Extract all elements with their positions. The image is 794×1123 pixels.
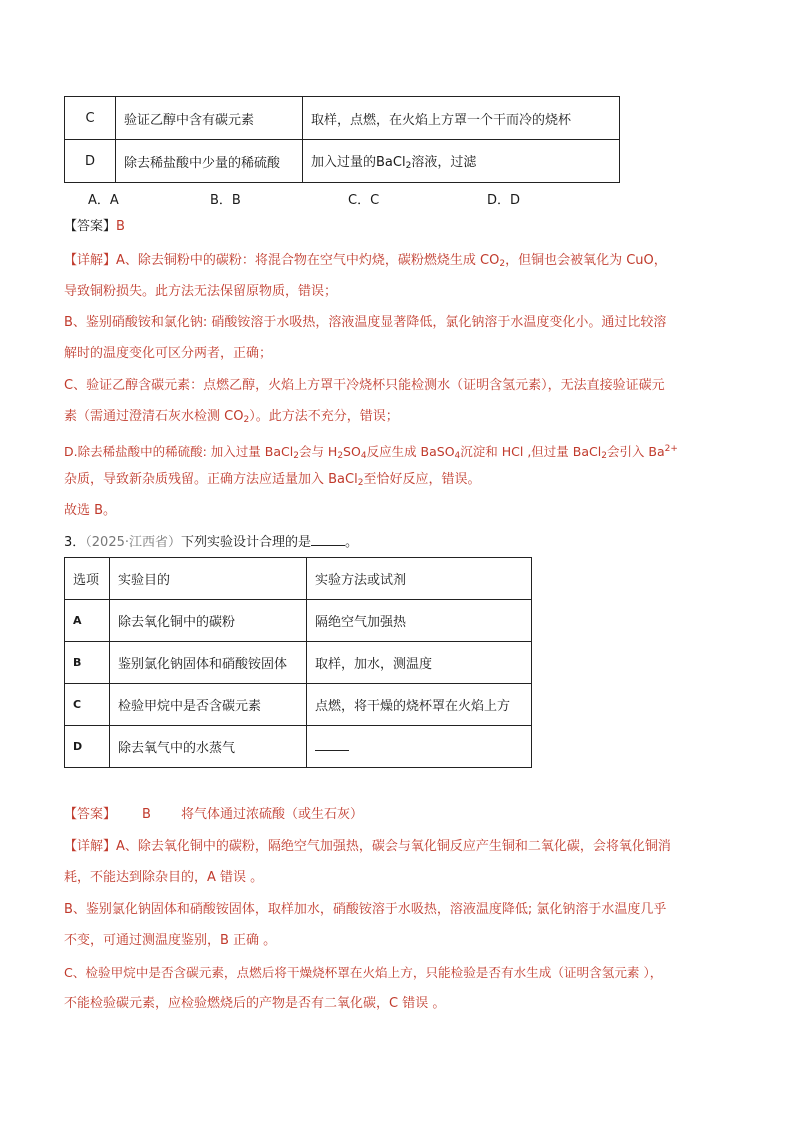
detail-line: 杂质，导致新杂质残留。正确方法应适量加入 BaCl$_2$至恰好反应，错误。 bbox=[64, 472, 481, 488]
detail-line: 解时的温度变化可区分两者，正确； bbox=[64, 346, 273, 361]
detail-line: B、鉴别氯化钠固体和硝酸铵固体，取样加水，硝酸铵溶于水吸热，溶液温度降低; 氯化钠溶于水温度几乎 bbox=[64, 902, 667, 917]
choice-d: D．D bbox=[487, 193, 521, 208]
header-cell: 实验方法或试剂 bbox=[307, 558, 532, 600]
detail-line: C、检验甲烷中是否含碳元素，点燃后将干燥烧杯罩在火焰上方，只能检验是否有水生成（证明含氢元素 ）， bbox=[64, 965, 663, 980]
answer-line: 【答案】B bbox=[64, 219, 125, 234]
purpose-cell: 检验甲烷中是否含碳元素 bbox=[110, 684, 307, 726]
detail-line: 故选 B。 bbox=[64, 503, 117, 518]
answer-blank bbox=[311, 533, 345, 546]
detail-line: 耗，不能达到除杂目的，A 错误 。 bbox=[64, 870, 264, 885]
purpose-cell: 鉴别氯化钠固体和硝酸铵固体 bbox=[110, 642, 307, 684]
purpose-cell: 除去氧气中的水蒸气 bbox=[110, 726, 307, 768]
detail-line: C、验证乙醇含碳元素：点燃乙醇，火焰上方罩干冷烧杯只能检测水（证明含氢元素），无法直接验证碳元 bbox=[64, 378, 665, 393]
detail-line: D.除去稀盐酸中的稀硫酸: 加入过量 BaCl$_2$会与 $H_2SO_4$反应生成 BaSO$_4$沉淀和 HCl ,但过量 BaCl$_2$会引入 $Ba^{2+}$ bbox=[64, 444, 678, 462]
method-cell: 点燃，将干燥的烧杯罩在火焰上方 bbox=[307, 684, 532, 726]
method-cell: 取样，加水，测温度 bbox=[307, 642, 532, 684]
table-row bbox=[65, 684, 532, 726]
choice-c: C．C bbox=[348, 193, 380, 208]
method-cell: 隔绝空气加强热 bbox=[307, 600, 532, 642]
answer-line: 【答案】 B 将气体通过浓硫酸（或生石灰） bbox=[64, 807, 363, 822]
method-cell: 加入过量的BaCl$_2$溶液，过滤 bbox=[303, 140, 620, 183]
option-cell: A bbox=[65, 600, 110, 642]
option-cell: D bbox=[65, 726, 110, 768]
header-cell: 选项 bbox=[65, 558, 110, 600]
question-source: （2025·江西省） bbox=[85, 535, 181, 550]
option-cell: C bbox=[65, 97, 116, 140]
detail-line: 导致铜粉损失。此方法无法保留原物质，错误； bbox=[64, 284, 338, 299]
table-row bbox=[65, 97, 620, 140]
detail-line: B、鉴别硝酸铵和氯化钠: 硝酸铵溶于水吸热，溶液温度显著降低，氯化钠溶于水温度变化小。通过比较溶 bbox=[64, 315, 667, 330]
table-row bbox=[65, 642, 532, 684]
question3-table bbox=[64, 557, 532, 768]
purpose-cell: 除去氧化铜中的碳粉 bbox=[110, 600, 307, 642]
question2-options-table bbox=[64, 96, 620, 183]
detail-line: 不变，可通过测温度鉴别，B 正确 。 bbox=[64, 933, 277, 948]
table-row bbox=[65, 600, 532, 642]
detail-line: 素（需通过澄清石灰水检测 $CO_2$）。此方法不充分，错误； bbox=[64, 409, 399, 425]
option-cell: D bbox=[65, 140, 116, 183]
header-cell: 实验目的 bbox=[110, 558, 307, 600]
purpose-cell: 除去稀盐酸中少量的稀硫酸 bbox=[116, 140, 303, 183]
table-row bbox=[65, 726, 532, 768]
detail-line: 不能检验碳元素，应检验燃烧后的产物是否有二氧化碳，C 错误 。 bbox=[64, 996, 446, 1011]
table-header-row bbox=[65, 558, 532, 600]
detail-line: 【详解】A、除去铜粉中的碳粉：将混合物在空气中灼烧，碳粉燃烧生成 $CO_2$，但铜也会被氧化为 CuO， bbox=[64, 253, 667, 269]
answer-blank bbox=[315, 738, 349, 751]
option-cell: C bbox=[65, 684, 110, 726]
purpose-cell: 验证乙醇中含有碳元素 bbox=[116, 97, 303, 140]
question-3-stem: 3．（2025·江西省）下列实验设计合理的是 。 bbox=[64, 535, 359, 550]
method-cell bbox=[307, 726, 532, 768]
choice-b: B．B bbox=[210, 193, 241, 208]
detail-line: 【详解】A、除去氧化铜中的碳粉，隔绝空气加强热，碳会与氧化铜反应产生铜和二氧化碳，会将氧化铜消 bbox=[64, 839, 671, 854]
table-row bbox=[65, 140, 620, 183]
choice-a: A．A bbox=[88, 193, 119, 208]
method-cell: 取样，点燃，在火焰上方罩一个干而冷的烧杯 bbox=[303, 97, 620, 140]
option-cell: B bbox=[65, 642, 110, 684]
